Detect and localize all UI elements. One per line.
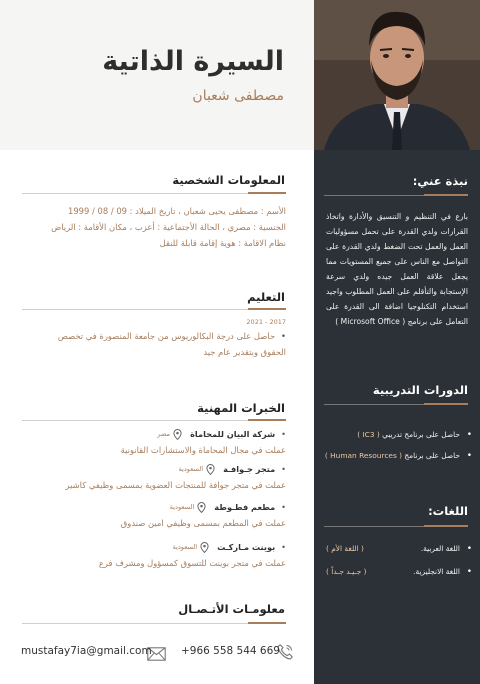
location-pin-icon — [173, 429, 182, 440]
education-heading: التعليم — [247, 290, 285, 304]
about-divider — [324, 195, 468, 196]
portrait-icon — [314, 0, 480, 150]
job-location: السعودية — [169, 503, 195, 511]
list-item: • حاصل على برنامج ( Human Resources ) — [324, 451, 472, 461]
job-company: بوينت مـاركـت — [217, 542, 276, 552]
location-pin-icon — [200, 542, 209, 553]
personal-divider — [22, 193, 286, 194]
person-name: مصطفى شعبان — [192, 88, 284, 104]
contact-email[interactable]: mustafay7ia@gmail.com — [21, 645, 152, 657]
about-heading: نبذة عني: — [412, 174, 468, 188]
location-pin-icon — [206, 464, 215, 475]
list-item: • اللغة العربية. ( اللغة الأم ) — [326, 544, 472, 554]
courses-list — [324, 429, 474, 471]
portrait-photo — [314, 0, 480, 150]
job-description: عملت في المطعم بمسمى وظيفي امين صندوق — [120, 518, 286, 528]
job-location: السعودية — [172, 543, 198, 551]
job-location: مصر — [157, 430, 171, 438]
list-item: • حاصل على برنامج تدريبي ( IC3 ) — [357, 430, 472, 440]
job-description: عملت في متجر بوينت للتسوق كمسؤول ومشرف فرع — [98, 558, 286, 568]
courses-divider — [324, 404, 468, 405]
education-date: 2017 - 2021 — [246, 318, 286, 326]
job-location: السعودية — [178, 465, 204, 473]
job-company: مطعم فطـوطة — [214, 502, 276, 512]
list-item: • اللغة الانجليزية. ( جـيـد جـداً ) — [326, 567, 472, 577]
languages-heading: اللغات: — [428, 504, 468, 518]
contact-divider — [22, 623, 286, 624]
job-item: • متجر جـوافـة السعودية عملت في متجر جوافة للمنتجات العضوية بمسمى وظيفي كاشير — [20, 463, 286, 490]
about-text: بارع في التنظيم و التنسيق والأدارة واتخاذ القرارات ولدي القدرة على تحمل مسؤوليات العمل والعمل تحت الضغط ولدي القدرة على التواصل مع الناس على جميع المستويات مما يجعل علاقة العمل جيده ولدي سرعة الإستجابة والتأقلم على العمل المطلوب واجيد استخدام التكنلوجيا اضافة الى القدرة على التعامل على برنامج ( Microsoft Office ) — [326, 212, 468, 326]
contact-heading: معلومـات الأتـصـال — [178, 602, 285, 616]
page-title: السيرة الذاتية — [102, 46, 284, 77]
languages-divider — [324, 526, 468, 527]
education-text: •حاصل على درجة البكالوريوس من جامعة المنصورة في تخصص الحقوق وبتقدير عام جيد — [57, 331, 286, 357]
experience-heading: الخبرات المهنية — [197, 401, 285, 415]
sidebar — [314, 150, 480, 684]
courses-heading: الدورات التدريبية — [372, 383, 468, 397]
languages-list — [324, 543, 474, 587]
job-item: • شركة البيان للمحاماة مصر عملت في مجال المحاماة والاستشارات القانونية — [20, 428, 286, 455]
job-item: • مطعم فطـوطة السعودية عملت في المطعم بمسمى وظيفي امين صندوق — [20, 501, 286, 528]
job-description: عملت في مجال المحاماة والاستشارات القانونية — [120, 445, 286, 455]
location-pin-icon — [197, 502, 206, 513]
personal-info: الأسم : مصطفى يحيى شعبان ، تاريخ الميلاد : 09 / 08 / 1999 الجنسية : مصري ، الحالة الأجتماعية : أعزب ، مكان الأقامة : الرياض نظام الاقامة : هوية إقامة قابلة للنقل — [51, 206, 286, 248]
contact-phone[interactable]: +966 558 544 669 — [181, 645, 280, 657]
job-item: • بوينت مـاركـت السعودية عملت في متجر بوينت للتسوق كمسؤول ومشرف فرع — [20, 541, 286, 568]
experience-divider — [22, 420, 286, 421]
education-divider — [22, 309, 286, 310]
job-company: شركة البيان للمحاماة — [190, 429, 276, 439]
job-description: عملت في متجر جوافة للمنتجات العضوية بمسمى وظيفي كاشير — [65, 480, 286, 490]
job-company: متجر جـوافـة — [223, 464, 276, 474]
personal-heading: المعلومات الشخصية — [172, 173, 285, 187]
